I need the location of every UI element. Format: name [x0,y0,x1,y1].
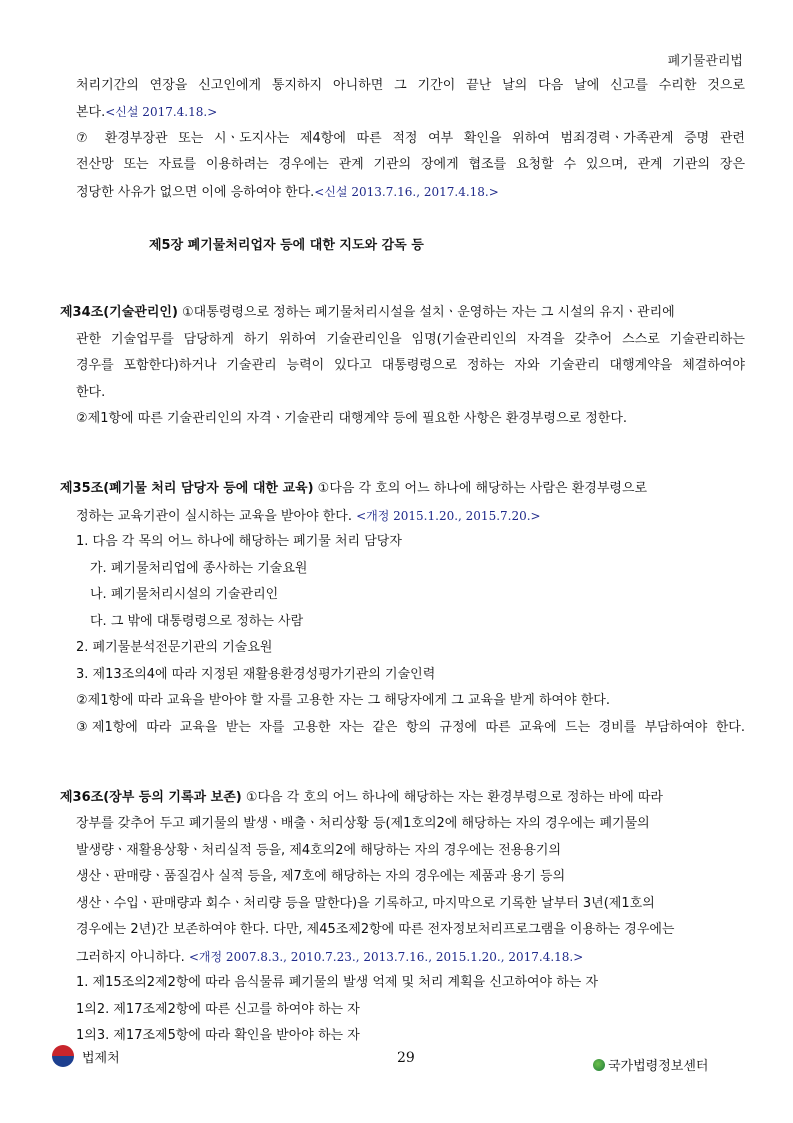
footer-right-label: 국가법령정보센터 [608,1059,709,1074]
list-item: 다. 그 밖에 대통령령으로 정하는 사람 [90,614,304,629]
list-item: 2. 폐기물분석전문기관의 기술요원 [76,640,273,655]
list-item: 1의2. 제17조제2항에 따른 신고를 하여야 하는 자 [76,1002,360,1017]
footer-left-label: 법제처 [82,1050,120,1066]
text-line: 경우를 포함한다)하거나 기술관리 능력이 있다고 대통령령으로 정하는 자와 기술관리 대행계약을 체결하여야 [76,358,745,373]
text-line: 장부를 갖추어 두고 폐기물의 발생ㆍ배출ㆍ처리상황 등(제1호의2에 해당하는 자의 경우에는 폐기물의 [76,816,650,831]
list-item: 1의3. 제17조제5항에 따라 확인을 받아야 하는 자 [76,1028,360,1043]
list-item: 나. 폐기물처리시설의 기술관리인 [90,587,279,602]
text-line: 경우에는 2년)간 보존하여야 한다. 다만, 제45조제2항에 따른 전자정보처리프로그램을 이용하는 경우에는 [76,922,675,937]
amendment-note: <개정 2007.8.3., 2010.7.23., 2013.7.16., 2015.1.20., 2017.4.18.> [188,950,584,964]
text-line: ②제1항에 따라 교육을 받아야 할 자를 고용한 자는 그 해당자에게 그 교육을 받게 하여야 한다. [76,693,610,708]
text-line: 그러하지 아니하다. <개정 2007.8.3., 2010.7.23., 2013.7.16., 2015.1.20., 2017.4.18.> [76,950,584,965]
list-item: 3. 제13조의4에 따라 지정된 재활용환경성평가기관의 기술인력 [76,667,436,682]
list-item: 1. 다음 각 목의 어느 하나에 해당하는 폐기물 처리 담당자 [76,534,402,549]
footer-left [52,1045,120,1067]
text-line: 전산망 또는 자료를 이용하려는 경우에는 관계 기관의 장에게 협조를 요청할 수 있으며, 관계 기관의 장은 [76,157,745,172]
article-36-first-line: 제36조(장부 등의 기록과 보존) ①다음 각 호의 어느 하나에 해당하는 자는 환경부령으로 정하는 바에 따라 [60,790,663,805]
text-line: 발생량ㆍ재활용상황ㆍ처리실적 등을, 제4호의2에 해당하는 자의 경우에는 전용용기의 [76,843,561,858]
amendment-note: <개정 2015.1.20., 2015.7.20.> [356,509,541,523]
text-line: ③제1항에 따라 교육을 받는 자를 고용한 자는 같은 항의 규정에 따른 교육에 드는 경비를 부담하여야 한다. [76,720,745,735]
text-line: ②제1항에 따른 기술관리인의 자격ㆍ기술관리 대행계약 등에 필요한 사항은 환경부령으로 정한다. [76,411,628,426]
footer-right [593,1055,708,1074]
text-line: 한다. [76,385,106,400]
text-line: 생산ㆍ수입ㆍ판매량과 회수ㆍ처리량 등을 말한다)을 기록하고, 마지막으로 기록한 날부터 3년(제1호의 [76,896,655,911]
list-item: 가. 폐기물처리업에 종사하는 기술요원 [90,561,308,576]
government-seal-icon [52,1045,74,1067]
article-title: 제34조(기술관리인) [60,305,178,320]
text-line: 생산ㆍ판매량ㆍ품질검사 실적 등을, 제7호에 해당하는 자의 경우에는 제품과 용기 등의 [76,869,566,884]
text-line: 정하는 교육기관이 실시하는 교육을 받아야 한다. <개정 2015.1.20., 2015.7.20.> [76,509,541,524]
amendment-note: <신설 2017.4.18.> [105,105,218,119]
article-34-first-line: 제34조(기술관리인) ①대통령령으로 정하는 폐기물처리시설을 설치ㆍ운영하는 자는 그 시설의 유지ㆍ관리에 [60,305,675,320]
text-line: 본다.<신설 2017.4.18.> [76,105,218,120]
chapter-title: 제5장 폐기물처리업자 등에 대한 지도와 감독 등 [149,238,424,253]
text-line: ⑦ 환경부장관 또는 시ㆍ도지사는 제4항에 따른 적정 여부 확인을 위하여 범죄경력ㆍ가족관계 증명 관련 [76,131,745,146]
page-number: 29 [397,1050,415,1066]
globe-icon [593,1059,605,1071]
text-line: 처리기간의 연장을 신고인에게 통지하지 아니하면 그 기간이 끝난 날의 다음 날에 신고를 수리한 것으로 [76,78,745,93]
article-title: 제35조(폐기물 처리 담당자 등에 대한 교육) [60,481,314,496]
article-title: 제36조(장부 등의 기록과 보존) [60,790,242,805]
text-line: 관한 기술업무를 담당하게 하기 위하여 기술관리인을 임명(기술관리인의 자격을 갖추어 스스로 기술관리하는 [76,332,745,347]
law-name-header: 폐기물관리법 [667,54,743,69]
amendment-note: <신설 2013.7.16., 2017.4.18.> [314,185,499,199]
article-35-first-line: 제35조(폐기물 처리 담당자 등에 대한 교육) ①다음 각 호의 어느 하나에 해당하는 사람은 환경부령으로 [60,481,648,496]
list-item: 1. 제15조의2제2항에 따라 음식물류 폐기물의 발생 억제 및 처리 계획을 신고하여야 하는 자 [76,975,599,990]
text-line: 정당한 사유가 없으면 이에 응하여야 한다.<신설 2013.7.16., 2017.4.18.> [76,185,499,200]
